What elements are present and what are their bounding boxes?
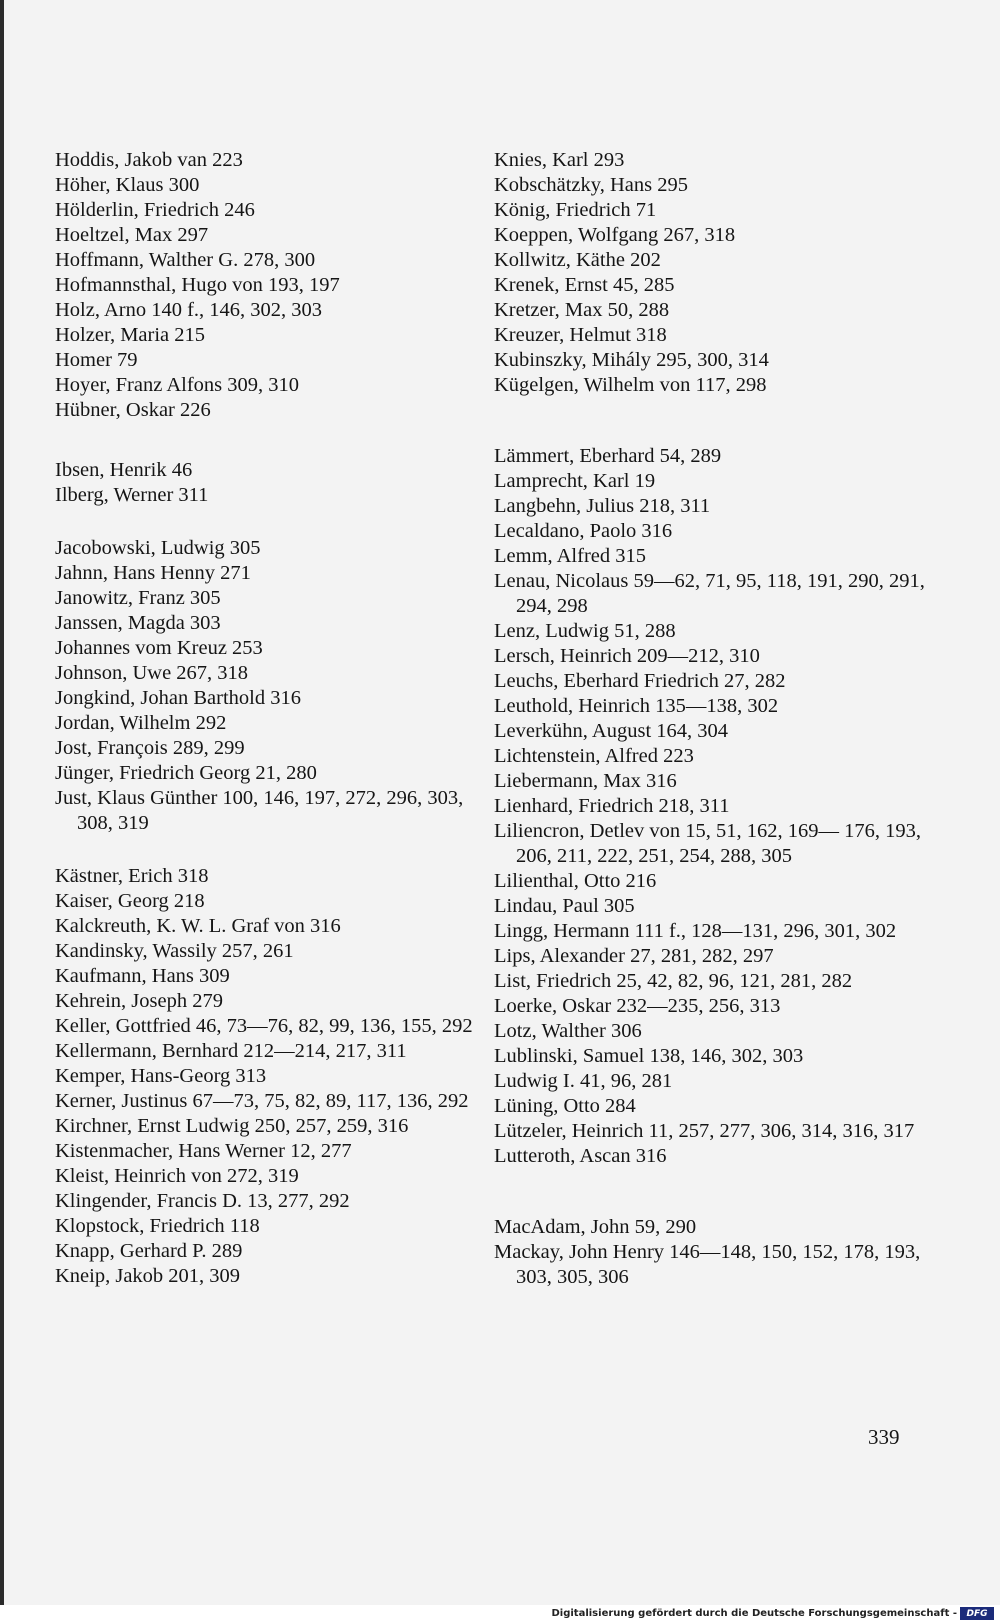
index-entry: König, Friedrich 71 — [494, 199, 657, 221]
footer-credit: Digitalisierung gefördert durch die Deutsche Forschungsgemeinschaft - — [551, 1608, 957, 1619]
index-entry: Klopstock, Friedrich 118 — [55, 1215, 260, 1237]
letter-group-gap — [494, 1169, 934, 1215]
index-entry: Ibsen, Henrik 46 — [55, 459, 193, 481]
index-entry: Kretzer, Max 50, 288 — [494, 299, 670, 321]
index-entry: Liliencron, Detlev von 15, 51, 162, 169— 176, 193, 206, 211, 222, 251, 254, 288, 305 — [494, 820, 922, 867]
index-entry: Lützeler, Heinrich 11, 257, 277, 306, 314, 316, 317 — [494, 1120, 915, 1142]
index-entry: Keller, Gottfried 46, 73—76, 82, 99, 136, 155, 292 — [55, 1015, 473, 1037]
index-entry: Kneip, Jakob 201, 309 — [55, 1265, 241, 1287]
letter-group-gap — [55, 423, 475, 458]
index-entry: Höher, Klaus 300 — [55, 174, 200, 196]
index-entry: Kubinszky, Mihály 295, 300, 314 — [494, 349, 769, 371]
index-entry: Kobschätzky, Hans 295 — [494, 174, 688, 196]
index-entry: Kollwitz, Käthe 202 — [494, 249, 661, 271]
index-entry: Lublinski, Samuel 138, 146, 302, 303 — [494, 1045, 804, 1067]
index-entry: Janowitz, Franz 305 — [55, 587, 221, 609]
letter-group-gap — [494, 398, 934, 444]
book-binding-edge — [0, 0, 4, 1623]
index-entry: Hoddis, Jakob van 223 — [55, 149, 243, 171]
index-entry: Lenz, Ludwig 51, 288 — [494, 620, 676, 642]
index-entry: Hoffmann, Walther G. 278, 300 — [55, 249, 316, 271]
index-entry: Kästner, Erich 318 — [55, 865, 209, 887]
index-entry: Hübner, Oskar 226 — [55, 399, 211, 421]
index-entry: Homer 79 — [55, 349, 138, 371]
index-entry: Kreuzer, Helmut 318 — [494, 324, 667, 346]
index-entry: Lecaldano, Paolo 316 — [494, 520, 673, 542]
index-entry: MacAdam, John 59, 290 — [494, 1216, 697, 1238]
page-number: 339 — [868, 1425, 900, 1449]
index-entry: Kerner, Justinus 67—73, 75, 82, 89, 117, 136, 292 — [55, 1090, 469, 1112]
index-entry: Jost, François 289, 299 — [55, 737, 245, 759]
letter-group-gap — [55, 508, 475, 536]
index-entry: Kleist, Heinrich von 272, 319 — [55, 1165, 299, 1187]
index-entry: Ludwig I. 41, 96, 281 — [494, 1070, 673, 1092]
index-entry: Kirchner, Ernst Ludwig 250, 257, 259, 316 — [55, 1115, 409, 1137]
index-entry: Lilienthal, Otto 216 — [494, 870, 657, 892]
index-entry: Kehrein, Joseph 279 — [55, 990, 223, 1012]
index-entry: Jongkind, Johan Barthold 316 — [55, 687, 301, 709]
index-entry: Knapp, Gerhard P. 289 — [55, 1240, 243, 1262]
index-entry: Lotz, Walther 306 — [494, 1020, 642, 1042]
index-entry: Hölderlin, Friedrich 246 — [55, 199, 255, 221]
index-entry: Kellermann, Bernhard 212—214, 217, 311 — [55, 1040, 407, 1062]
index-entry: Lenau, Nicolaus 59—62, 71, 95, 118, 191, 290, 291, 294, 298 — [494, 570, 925, 617]
index-entry: Holz, Arno 140 f., 146, 302, 303 — [55, 299, 323, 321]
index-entry: Lingg, Hermann 111 f., 128—131, 296, 301, 302 — [494, 920, 897, 942]
index-entry: Kemper, Hans-Georg 313 — [55, 1065, 267, 1087]
index-entry: Hoeltzel, Max 297 — [55, 224, 209, 246]
index-entry: Leuthold, Heinrich 135—138, 302 — [494, 695, 779, 717]
index-entry: Holzer, Maria 215 — [55, 324, 206, 346]
index-entry: Kandinsky, Wassily 257, 261 — [55, 940, 294, 962]
letter-group-gap — [55, 836, 475, 864]
index-entry: Just, Klaus Günther 100, 146, 197, 272, 296, 303, 308, 319 — [55, 787, 464, 834]
index-entry: Lips, Alexander 27, 281, 282, 297 — [494, 945, 774, 967]
index-column-left — [55, 148, 475, 1289]
index-entry: Kalckreuth, K. W. L. Graf von 316 — [55, 915, 341, 937]
index-entry: Lindau, Paul 305 — [494, 895, 635, 917]
index-column-right — [494, 148, 934, 1290]
index-entry: Jacobowski, Ludwig 305 — [55, 537, 261, 559]
index-entry: List, Friedrich 25, 42, 82, 96, 121, 281, 282 — [494, 970, 853, 992]
index-entry: Lämmert, Eberhard 54, 289 — [494, 445, 722, 467]
index-entry: Kaiser, Georg 218 — [55, 890, 205, 912]
index-entry: Koeppen, Wolfgang 267, 318 — [494, 224, 736, 246]
index-entry: Langbehn, Julius 218, 311 — [494, 495, 711, 517]
index-entry: Johannes vom Kreuz 253 — [55, 637, 263, 659]
index-entry: Hoyer, Franz Alfons 309, 310 — [55, 374, 300, 396]
index-entry: Klingender, Francis D. 13, 277, 292 — [55, 1190, 350, 1212]
index-entry: Loerke, Oskar 232—235, 256, 313 — [494, 995, 781, 1017]
index-entry: Lersch, Heinrich 209—212, 310 — [494, 645, 760, 667]
index-entry: Kistenmacher, Hans Werner 12, 277 — [55, 1140, 352, 1162]
index-entry: Lutteroth, Ascan 316 — [494, 1145, 667, 1167]
index-entry: Kügelgen, Wilhelm von 117, 298 — [494, 374, 767, 396]
index-entry: Liebermann, Max 316 — [494, 770, 677, 792]
index-entry: Lamprecht, Karl 19 — [494, 470, 656, 492]
index-entry: Leverkühn, August 164, 304 — [494, 720, 729, 742]
index-entry: Leuchs, Eberhard Friedrich 27, 282 — [494, 670, 786, 692]
index-entry: Jünger, Friedrich Georg 21, 280 — [55, 762, 317, 784]
index-entry: Lichtenstein, Alfred 223 — [494, 745, 694, 767]
index-entry: Lienhard, Friedrich 218, 311 — [494, 795, 730, 817]
index-entry: Hofmannsthal, Hugo von 193, 197 — [55, 274, 340, 296]
index-entry: Krenek, Ernst 45, 285 — [494, 274, 675, 296]
index-entry: Knies, Karl 293 — [494, 149, 625, 171]
index-entry: Lüning, Otto 284 — [494, 1095, 636, 1117]
index-entry: Ilberg, Werner 311 — [55, 484, 209, 506]
index-entry: Kaufmann, Hans 309 — [55, 965, 230, 987]
index-entry: Jahnn, Hans Henny 271 — [55, 562, 251, 584]
index-entry: Johnson, Uwe 267, 318 — [55, 662, 249, 684]
index-entry: Janssen, Magda 303 — [55, 612, 221, 634]
index-entry: Lemm, Alfred 315 — [494, 545, 647, 567]
index-entry: Jordan, Wilhelm 292 — [55, 712, 227, 734]
dfg-logo: DFG — [960, 1607, 994, 1620]
index-entry: Mackay, John Henry 146—148, 150, 152, 178, 193, 303, 305, 306 — [494, 1241, 921, 1288]
